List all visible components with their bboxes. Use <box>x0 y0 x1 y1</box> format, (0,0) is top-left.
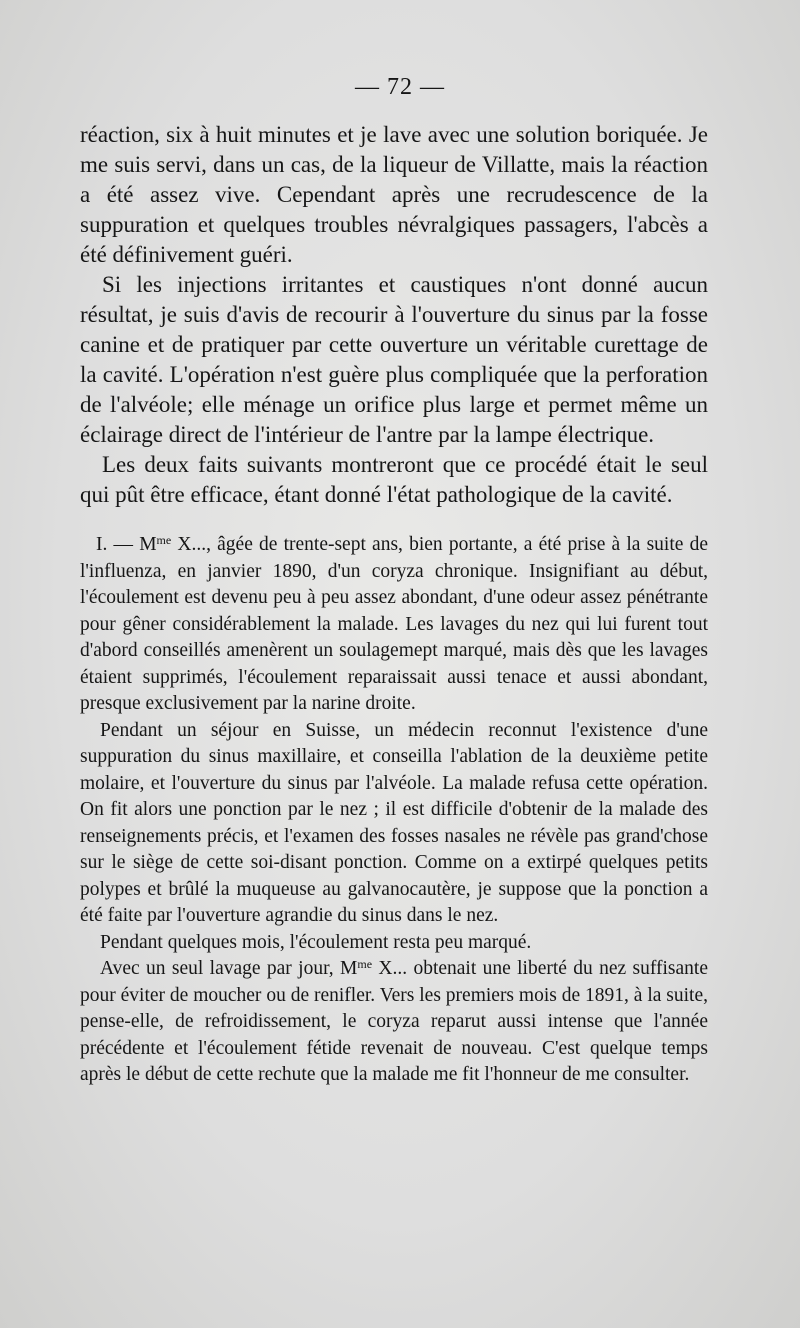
case-paragraph-4 <box>80 956 708 1089</box>
intro-section <box>80 120 708 510</box>
page-number: — 72 — <box>355 74 445 100</box>
case-paragraph-4-prefix: Avec un seul lavage par jour, M <box>100 958 358 979</box>
case-paragraph-4-text: X... obtenait une liberté du nez suffisante pour éviter de moucher ou de renifler. Vers les premiers mois de 1891, à la suite, pense-elle, de refroidissement, le coryza reparut aussi intense que l'année précédente et l'écoulement fétide revenait de nouveau. C'est quelque temps après le début de cette rechute que la malade me fit l'honneur de me consulter. <box>80 958 708 1085</box>
paragraph-injections: Si les injections irritantes et caustiques n'ont donné aucun résultat, je suis d'avis de recourir à l'ouverture du sinus par la fosse canine et de pratiquer par cette ouverture un véritable curettage de la cavité. L'opération n'est guère plus compliquée que la perforation de l'alvéole; elle ménage un orifice plus large et permet même un éclairage direct de l'intérieur de l'antre par la lampe électrique. <box>80 272 708 447</box>
case-paragraph-1 <box>80 532 708 718</box>
paragraph-deux-faits: Les deux faits suivants montreront que ce procédé était le seul qui pût être efficace, étant donné l'état pathologique de la cavité. <box>80 452 708 507</box>
case-title-superscript: me <box>156 533 172 547</box>
case-title-superscript: me <box>357 957 373 971</box>
page-body <box>80 120 708 1089</box>
case-report-section <box>80 532 708 1089</box>
case-heading-prefix: I. — M <box>96 534 157 555</box>
paragraph-continuation: réaction, six à huit minutes et je lave avec une solution boriquée. Je me suis servi, dans un cas, de la liqueur de Villatte, mais la réaction a été assez vive. Cependant après une recrudescence de la suppuration et quelques troubles névralgiques passagers, l'abcès a été définivement guéri. <box>80 122 708 267</box>
case-paragraph-3: Pendant quelques mois, l'écoulement resta peu marqué. <box>100 931 532 953</box>
case-paragraph-2: Pendant un séjour en Suisse, un médecin reconnut l'existence d'une suppuration du sinus maxillaire, et conseilla l'ablation de la deuxième petite molaire, et l'ouverture du sinus par l'alvéole. La malade refusa cette opération. On fit alors une ponction par le nez ; il est difficile d'obtenir de la malade des renseignements précis, et l'examen des fosses nasales ne révèle pas grand'chose sur le siège de cette soi-disant ponction. Comme on a extirpé quelques petits polypes et brûlé la muqueuse au galvanocautère, je suppose que la ponction a été faite par l'ouverture agrandie du sinus dans le nez. <box>80 719 708 926</box>
case-paragraph-1-text: X..., âgée de trente-sept ans, bien portante, a été prise à la suite de l'influenza, en janvier 1890, d'un coryza chronique. Insignifiant au début, l'écoulement est devenu peu à peu assez abondant, d'une odeur assez pénétrante pour gêner considérablement la malade. Les lavages du nez qui lui furent tout d'abord conseillés amenèrent un soulagemept marqué, mais dès que les lavages étaient supprimés, l'écoulement reparaissait aussi tenace et aussi abondant, presque exclusivement par la narine droite. <box>80 534 708 714</box>
